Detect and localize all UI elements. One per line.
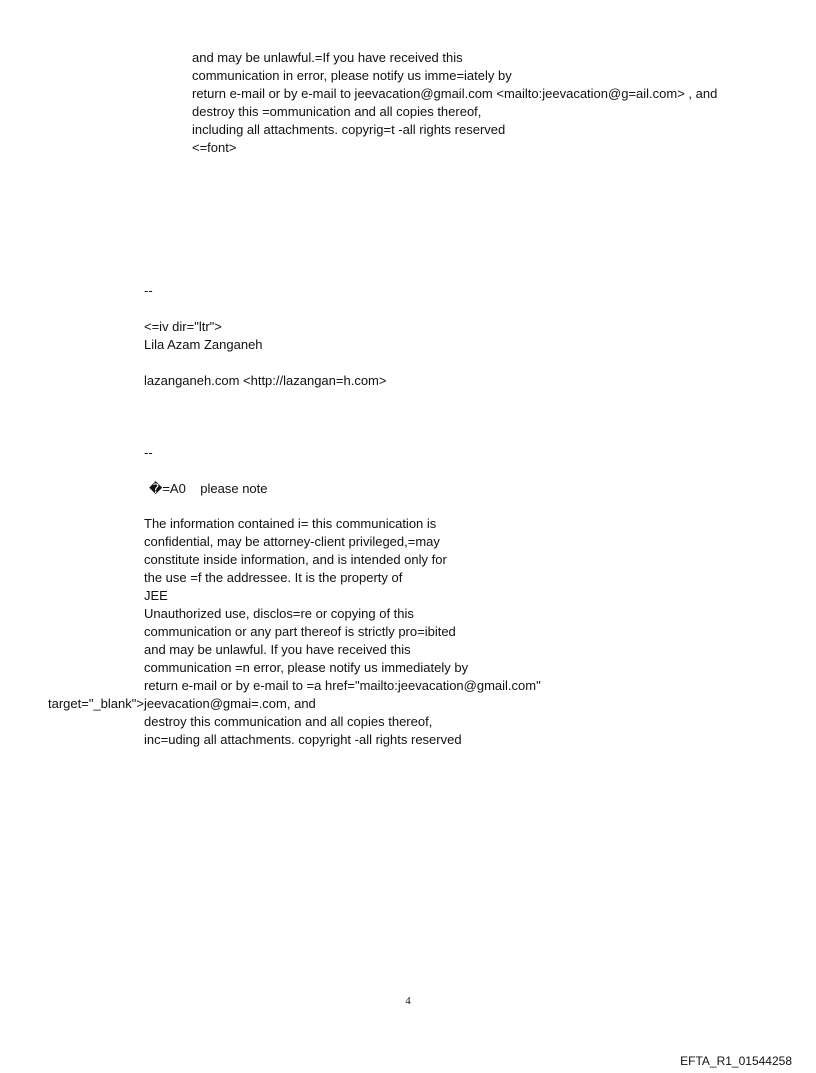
bottom-line-3: constitute inside information, and is intended only for — [144, 552, 447, 567]
top-line-4: destroy this =ommunication and all copies thereof, — [192, 104, 482, 119]
signature-div-tag: <=iv dir="ltr"> — [144, 319, 222, 334]
bottom-line-4: the use =f the addressee. It is the property of — [144, 570, 403, 585]
signature-website: lazanganeh.com <http://lazangan=h.com> — [144, 373, 387, 388]
bottom-line-6: Unauthorized use, disclos=re or copying of this — [144, 606, 414, 621]
bottom-line-1: The information contained i= this communication is — [144, 516, 437, 531]
top-line-1: and may be unlawful.=If you have received this — [192, 50, 463, 65]
bottom-line-9: communication =n error, please notify us immediately by — [144, 660, 469, 675]
separator-1: -- — [144, 283, 153, 298]
top-line-2: communication in error, please notify us imme=iately by — [192, 68, 512, 83]
top-line-5: including all attachments. copyrig=t -all rights reserved — [192, 122, 506, 137]
signature-name: Lila Azam Zanganeh — [144, 337, 263, 352]
bottom-line-2: confidential, may be attorney-client privileged,=may — [144, 534, 440, 549]
bottom-line-5: JEE — [144, 588, 168, 603]
bates-number: EFTA_R1_01544258 — [680, 1054, 792, 1068]
bottom-line-8: and may be unlawful. If you have received this — [144, 642, 411, 657]
bottom-outdent-line: target="_blank">jeevacation@gmai=.com, and — [48, 696, 316, 711]
bottom-line-10: return e-mail or by e-mail to =a href="mailto:jeevacation@gmail.com" — [144, 678, 541, 693]
bottom-line-7: communication or any part thereof is strictly pro=ibited — [144, 624, 456, 639]
top-line-6: <=font> — [192, 140, 237, 155]
page-number: 4 — [405, 995, 411, 1007]
bottom-line-12: inc=uding all attachments. copyright -all rights reserved — [144, 732, 462, 747]
bottom-line-11: destroy this communication and all copies thereof, — [144, 714, 433, 729]
note-heading: �=A0 please note — [149, 481, 268, 496]
top-line-3: return e-mail or by e-mail to jeevacation@gmail.com <mailto:jeevacation@g=ail.com> , and — [192, 86, 718, 101]
separator-2: -- — [144, 445, 153, 460]
